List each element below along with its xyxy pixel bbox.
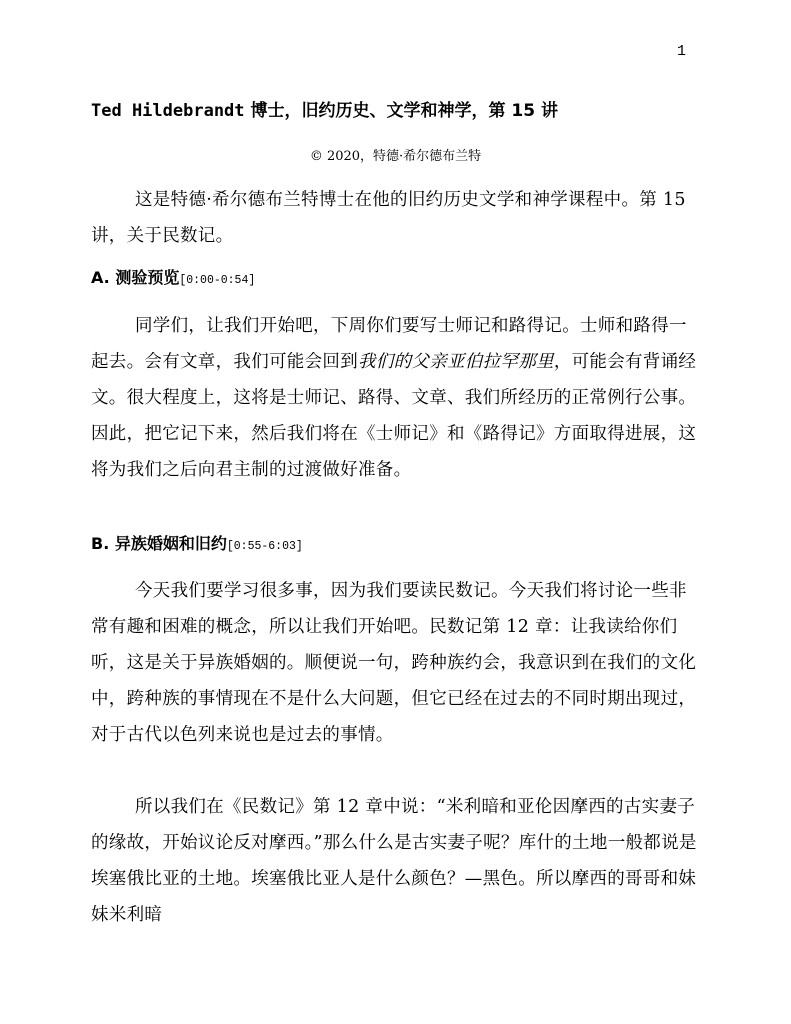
document-title bbox=[91, 99, 731, 123]
section-a-text-2: ，可能会有背诵经文。很大程度上，这将是士师记、路得、文章、我们所经历的正常例行公事。因此，把它记下来，然后我们将在《士师记》和《路得记》方面取得进展，这将为我们之后向君主制的过渡做好准备。 bbox=[91, 352, 697, 480]
section-a-title: A. 测验预览 bbox=[91, 268, 180, 287]
section-b-title: B. 异族婚姻和旧约 bbox=[91, 534, 227, 553]
page-number: 1 bbox=[677, 43, 687, 60]
section-a-text-1: 同学们，让我们开始吧，下周你们要写士师记和路得记。士师和路得一起去。会有文章，我们可能会回到 bbox=[91, 316, 687, 372]
title-name: Ted Hildebrandt bbox=[91, 101, 245, 121]
section-a-heading bbox=[91, 266, 703, 293]
intro-paragraph: 这是特德·希尔德布兰特博士在他的旧约历史文学和神学课程中。第 15 讲，关于民数记。 bbox=[91, 190, 686, 246]
section-b-heading bbox=[91, 532, 703, 559]
title-rest: 博士，旧约历史、文学和神学，第 15 讲 bbox=[244, 101, 558, 121]
copyright-line: © 2020，特德·希尔德布兰特 bbox=[309, 149, 482, 164]
section-a-italic-phrase: 我们的父亲亚伯拉罕那里 bbox=[358, 352, 554, 372]
section-a-paragraph bbox=[91, 308, 703, 488]
section-a-timestamp: [0:00-0:54] bbox=[179, 274, 256, 287]
section-b-paragraph-1: 今天我们要学习很多事，因为我们要读民数记。今天我们将讨论一些非常有趣和困难的概念，所以让我们开始吧。民数记第 12 章：让我读给你们听，这是关于异族婚姻的。顺便说一句，跨种族约会，我意识到在我们的文化中，跨种族的事情现在不是什么大问题，但它已经在过去的不同时期出现过，对于古代以色列来说也是过去的事情。 bbox=[91, 581, 697, 745]
section-b-timestamp: [0:55-6:03] bbox=[226, 540, 303, 553]
section-b-paragraph-2: 所以我们在《民数记》第 12 章中说：“米利暗和亚伦因摩西的古实妻子的缘故，开始议论反对摩西。”那么什么是古实妻子呢？库什的土地一般都说是埃塞俄比亚的土地。埃塞俄比亚人是什么颜色？—黑色。所以摩西的哥哥和妹妹米利暗 bbox=[91, 797, 697, 925]
